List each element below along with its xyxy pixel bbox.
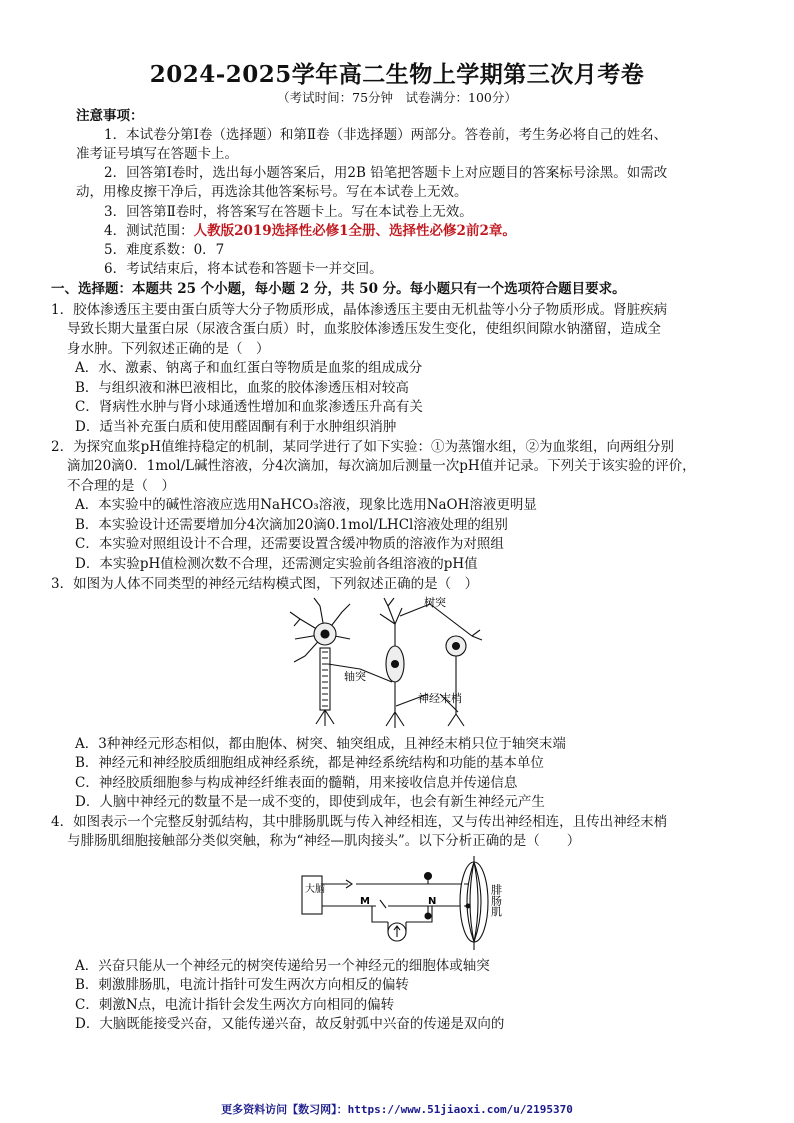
label-terminal: 神经末梢 <box>418 692 462 705</box>
q3-option-d: D．人脑中神经元的数量不是一成不变的，即使到成年，也会有新生神经元产生 <box>75 794 545 810</box>
notice-item: 准考证号填写在答题卡上。 <box>76 146 238 162</box>
label-brain-text: 大脑 <box>305 884 325 895</box>
q3-stem: 3．如图为人体不同类型的神经元结构模式图，下列叙述正确的是（ ） <box>51 576 479 592</box>
q1-option-c: C．肾病性水肿与肾小球通透性增加和血浆渗透压升高有关 <box>75 399 423 415</box>
notice-item: 1．本试卷分第Ⅰ卷（选择题）和第Ⅱ卷（非选择题）两部分。答卷前，考生务必将自己的姓名、 <box>104 127 668 143</box>
q3-option-b: B．神经元和神经胶质细胞组成神经系统，都是神经系统结构和功能的基本单位 <box>75 755 544 771</box>
label-brain <box>305 882 325 895</box>
q4-option-c: C．刺激N点，电流计指针会发生两次方向相同的偏转 <box>75 997 395 1013</box>
q1-stem: 身水肿。下列叙述正确的是（ ） <box>67 341 270 357</box>
q1-option-b: B．与组织液和淋巴液相比，血浆的胶体渗透压相对较高 <box>75 380 409 396</box>
label-n: N <box>428 896 437 907</box>
q3-option-a: A．3种神经元形态相似，都由胞体、树突、轴突组成，且神经末梢只位于轴突末端 <box>75 736 566 752</box>
scope-value: 人教版2019选择性必修1全册、选择性必修2前2章。 <box>193 223 516 239</box>
notice-item: 5．难度系数：0．7 <box>104 242 225 258</box>
q2-option-d: D．本实验pH值检测次数不合理，还需测定实验前各组溶液的pH值 <box>75 556 478 572</box>
q2-option-a: A．本实验中的碱性溶液应选用NaHCO₃溶液，现象比选用NaOH溶液更明显 <box>75 497 537 513</box>
notice-item: 6．考试结束后，将本试卷和答题卡一并交回。 <box>104 261 383 277</box>
q2-stem: 滴加20滴0．1mol/L碱性溶液，分4次滴加，每次滴加后测量一次pH值并记录。下列关于该实验的评价， <box>67 458 696 474</box>
q2-stem: 不合理的是（ ） <box>67 478 175 494</box>
label-muscle: 腓肠肌 <box>489 884 503 917</box>
reflex-arc-figure <box>296 854 526 952</box>
label-dendrite: 树突 <box>424 596 446 609</box>
notice-item: 3．回答第Ⅱ卷时，将答案写在答题卡上。写在本试卷上无效。 <box>104 204 473 220</box>
label-axon: 轴突 <box>344 670 366 683</box>
notice-item: 2．回答第Ⅰ卷时，选出每小题答案后，用2B 铅笔把答题卡上对应题目的答案标号涂黑。如需改 <box>104 165 668 181</box>
scope-label: 4．测试范围： <box>104 223 194 239</box>
q1-stem: 导致长期大量蛋白尿（尿液含蛋白质）时，血浆胶体渗透压发生变化，使组织间隙水钠潴留，造成全 <box>67 321 661 337</box>
q4-option-a: A．兴奋只能从一个神经元的树突传递给另一个神经元的细胞体或轴突 <box>75 958 490 974</box>
q2-stem: 2．为探究血浆pH值维持稳定的机制，某同学进行了如下实验：①为蒸馏水组，②为血浆组，向两组分别 <box>51 439 675 455</box>
neuron-figure <box>280 594 500 732</box>
notice-heading: 注意事项： <box>76 108 144 124</box>
section-heading: 一、选择题：本题共 25 个小题，每小题 2 分，共 50 分。每小题只有一个选项符合题目要求。 <box>51 281 626 297</box>
notice-item: 动，用橡皮擦干净后，再选涂其他答案标号。写在本试卷上无效。 <box>76 184 468 200</box>
q4-option-b: B．刺激腓肠肌，电流计指针可发生两次方向相反的偏转 <box>75 977 409 993</box>
q2-option-b: B．本实验设计还需要增加分4次滴加20滴0.1mol/LHCl溶液处理的组别 <box>75 517 508 533</box>
q4-stem: 4．如图表示一个完整反射弧结构，其中腓肠肌既与传入神经相连，又与传出神经相连，且传出神经末梢 <box>51 814 668 830</box>
q1-option-a: A．水、激素、钠离子和血红蛋白等物质是血浆的组成成分 <box>75 360 423 376</box>
q3-option-c: C．神经胶质细胞参与构成神经纤维表面的髓鞘，用来接收信息并传递信息 <box>75 775 518 791</box>
q4-option-d: D．大脑既能接受兴奋，又能传递兴奋，故反射弧中兴奋的传递是双向的 <box>75 1016 505 1032</box>
q4-stem: 与腓肠肌细胞接触部分类似突触，称为“神经—肌肉接头”。以下分析正确的是（ ） <box>67 833 581 849</box>
paper-subtitle: （考试时间：75分钟 试卷满分：100分） <box>277 90 517 105</box>
q2-option-c: C．本实验对照组设计不合理，还需要设置含缓冲物质的溶液作为对照组 <box>75 536 504 552</box>
q1-stem: 1．胶体渗透压主要由蛋白质等大分子物质形成，晶体渗透压主要由无机盐等小分子物质形成。肾脏疾病 <box>51 302 668 318</box>
q1-option-d: D．适当补充蛋白质和使用醛固酮有利于水肿组织消肿 <box>75 419 397 435</box>
paper-title: 2024-2025学年高二生物上学期第三次月考卷 <box>149 61 645 88</box>
label-m: M <box>360 896 370 907</box>
footer-link[interactable]: 更多资料访问【数习网】：https://www.51jiaoxi.com/u/2195370 <box>221 1103 573 1116</box>
notice-item-scope <box>104 222 516 241</box>
